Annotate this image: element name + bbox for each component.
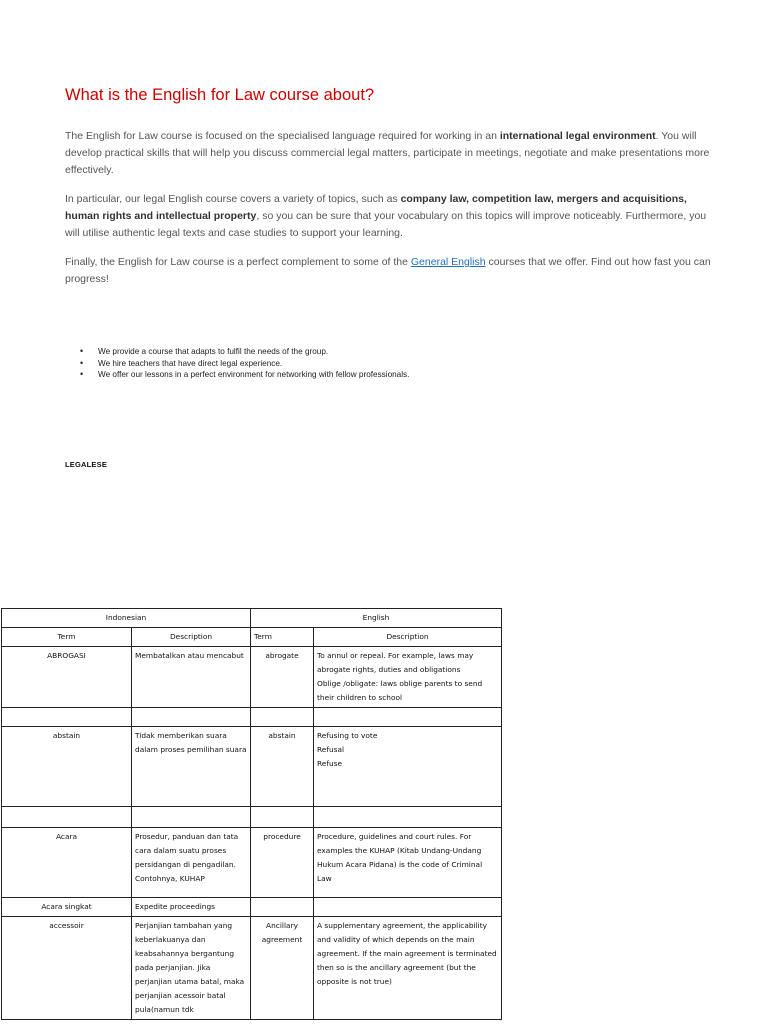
id-desc-cell: Expedite proceedings bbox=[132, 898, 251, 917]
en-term-cell: Ancillary agreement bbox=[251, 917, 314, 1020]
intro-text-1: The English for Law course is focused on the specialised language required for working in an bbox=[65, 130, 500, 142]
intro-text-2: . You will develop practical skills that will help you discuss commercial legal matters, participate in meetings, negotiate and make presentations more effectively. bbox=[65, 130, 710, 176]
topics-paragraph bbox=[65, 191, 715, 242]
legal-glossary-table bbox=[1, 608, 502, 1020]
en-term-cell: procedure bbox=[251, 828, 314, 898]
benefit-item: • We offer our lessons in a perfect environment for networking with fellow professionals. bbox=[80, 369, 409, 381]
en-term-cell: abrogate bbox=[251, 647, 314, 708]
en-desc-cell: Procedure, guidelines and court rules. For examples the KUHAP (Kitab Undang-Undang Hukum Acara Pidana) is the code of Criminal Law bbox=[314, 828, 502, 898]
table-row bbox=[2, 898, 502, 917]
id-desc-cell: Membatalkan atau mencabut bbox=[132, 647, 251, 708]
id-term-cell: Acara singkat bbox=[2, 898, 132, 917]
en-desc-line: Refuse bbox=[317, 759, 343, 768]
group-header-row bbox=[2, 609, 502, 628]
en-desc-line: Oblige /obligate: laws oblige parents to send their children to school bbox=[317, 679, 483, 702]
en-term-cell bbox=[251, 708, 314, 727]
topics-text-1: In particular, our legal English course covers a variety of topics, such as bbox=[65, 193, 401, 205]
closing-paragraph bbox=[65, 254, 715, 288]
general-english-link[interactable]: General English bbox=[410, 256, 486, 268]
id-term-cell: ABROGASI bbox=[2, 647, 132, 708]
table-row bbox=[2, 708, 502, 727]
column-header-row bbox=[2, 628, 502, 647]
en-term-cell bbox=[251, 807, 314, 828]
id-desc-cell bbox=[132, 708, 251, 727]
topics-text-2: , so you can be sure that your vocabulary on this topics will improve noticeably. Furthermore, you will utilise authentic legal texts and case studies to support your learning. bbox=[65, 210, 707, 239]
table-row bbox=[2, 647, 502, 708]
intro-paragraph bbox=[65, 128, 715, 179]
en-desc-line: To annul or repeal. For example, laws may abrogate rights, duties and obligations bbox=[317, 651, 474, 674]
en-desc-cell bbox=[314, 708, 502, 727]
en-desc-line: Refusing to vote bbox=[317, 731, 378, 740]
en-desc-cell bbox=[314, 807, 502, 828]
en-desc-line: Refusal bbox=[317, 745, 345, 754]
id-term-cell: accessoir bbox=[2, 917, 132, 1020]
table-row bbox=[2, 917, 502, 1020]
column-header-description: Description bbox=[314, 628, 502, 647]
id-term-cell bbox=[2, 807, 132, 828]
column-header-term: Term bbox=[2, 628, 132, 647]
en-desc-cell: A supplementary agreement, the applicability and validity of which depends on the main agreement. If the main agreement is terminated then so is the ancillary agreement (but the opposite is not true) bbox=[314, 917, 502, 1020]
en-term-cell bbox=[251, 898, 314, 917]
group-header-english: English bbox=[251, 609, 502, 628]
id-desc-cell bbox=[132, 807, 251, 828]
en-desc-cell bbox=[314, 727, 502, 807]
group-header-indonesian: Indonesian bbox=[2, 609, 251, 628]
legalese-label: LEGALESE bbox=[65, 460, 108, 469]
id-term-cell: Acara bbox=[2, 828, 132, 898]
en-desc-cell bbox=[314, 898, 502, 917]
benefits-list bbox=[80, 346, 409, 381]
closing-text-2: courses that we offer. Find out how fast you can progress! bbox=[65, 256, 711, 285]
id-term-cell bbox=[2, 708, 132, 727]
column-header-term: Term bbox=[251, 628, 314, 647]
table-row bbox=[2, 727, 502, 807]
table-row bbox=[2, 828, 502, 898]
benefit-item: • We provide a course that adapts to fulfil the needs of the group. bbox=[80, 346, 409, 358]
table-row bbox=[2, 807, 502, 828]
page-heading: What is the English for Law course about? bbox=[65, 86, 375, 104]
id-desc-cell: Tidak memberikan suara dalam proses pemilihan suara bbox=[132, 727, 251, 807]
topics-emphasis: company law, competition law, mergers and acquisitions, human rights and intellectual property bbox=[65, 193, 687, 222]
id-desc-cell: Prosedur, panduan dan tata cara dalam suatu proses persidangan di pengadilan. Contohnya, KUHAP bbox=[132, 828, 251, 898]
id-desc-cell: Perjanjian tambahan yang keberlakuanya dan keabsahannya bergantung pada perjanjian. Jika perjanjian utama batal, maka perjanjian acessoir batal pula(namun tdk bbox=[132, 917, 251, 1020]
column-header-description: Description bbox=[132, 628, 251, 647]
en-term-cell: abstain bbox=[251, 727, 314, 807]
en-desc-cell bbox=[314, 647, 502, 708]
benefit-item: • We hire teachers that have direct legal experience. bbox=[80, 358, 409, 370]
closing-text-1: Finally, the English for Law course is a perfect complement to some of the bbox=[65, 256, 411, 268]
id-term-cell: abstain bbox=[2, 727, 132, 807]
intro-emphasis: international legal environment bbox=[499, 130, 656, 142]
